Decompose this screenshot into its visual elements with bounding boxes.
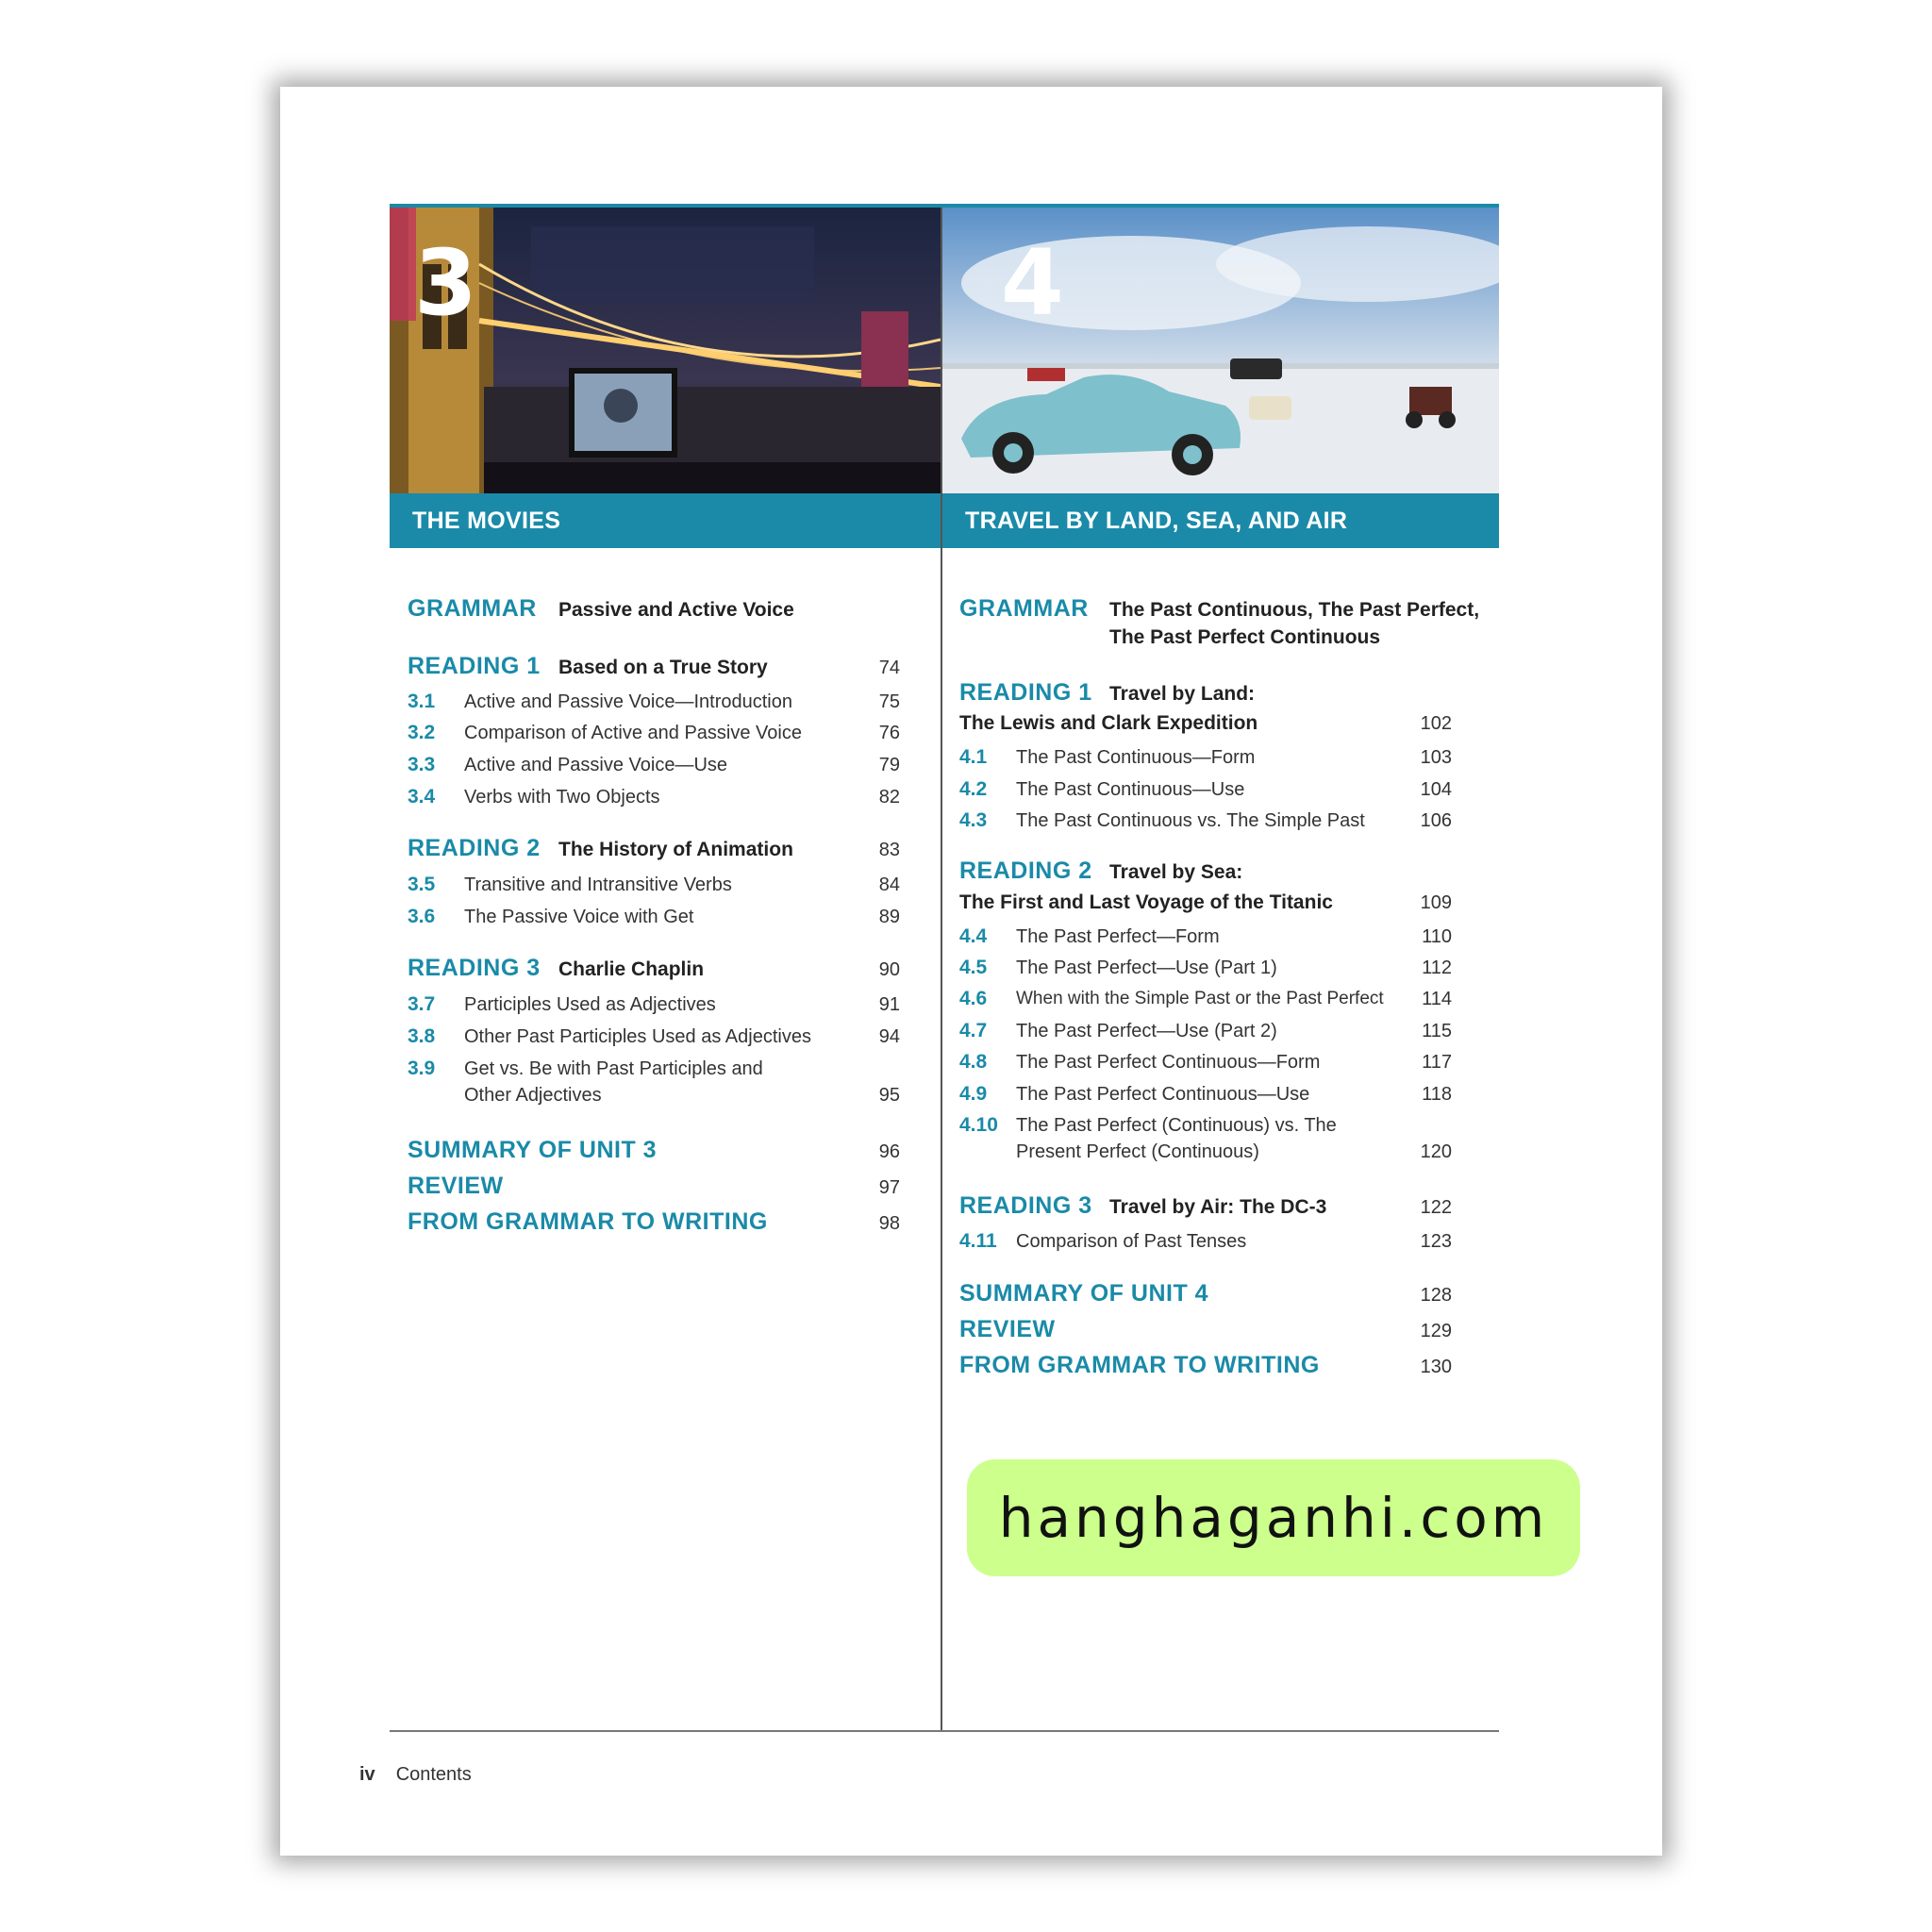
section-number: 3.9	[408, 1058, 436, 1079]
page-number: 103	[1420, 747, 1452, 768]
section-title-continued: Other Adjectives	[464, 1085, 602, 1106]
writing-label: FROM GRAMMAR TO WRITING	[408, 1208, 768, 1235]
section-title-continued: Present Perfect (Continuous)	[1016, 1141, 1259, 1162]
footer-label: Contents	[395, 1764, 472, 1785]
section-title: Comparison of Past Tenses	[1016, 1231, 1247, 1252]
section-title: The Past Perfect Continuous—Use	[1016, 1084, 1310, 1105]
page-number: 83	[878, 840, 900, 860]
section-number: 4.9	[959, 1083, 988, 1105]
page-number: 122	[1420, 1197, 1452, 1218]
section-number: 4.10	[959, 1114, 998, 1136]
writing-label: FROM GRAMMAR TO WRITING	[959, 1352, 1320, 1378]
page-number: 109	[1420, 892, 1452, 913]
page-number: 79	[878, 755, 900, 775]
section-title: The Past Perfect (Continuous) vs. The	[1016, 1115, 1337, 1136]
grammar-label: GRAMMAR	[408, 595, 537, 622]
watermark-badge: hanghaganhi.com	[967, 1459, 1580, 1576]
reading-title: The History of Animation	[558, 839, 793, 860]
grammar-title: Passive and Active Voice	[558, 599, 794, 621]
section-number: 3.6	[408, 906, 436, 927]
page-number: 97	[878, 1177, 900, 1198]
review-label: REVIEW	[408, 1173, 504, 1199]
section-title: The Past Continuous—Form	[1016, 747, 1256, 768]
section-title: Other Past Participles Used as Adjectives	[464, 1026, 811, 1047]
section-title: The Past Perfect—Use (Part 1)	[1016, 958, 1277, 978]
page-number: 123	[1420, 1231, 1452, 1252]
unit3-title: THE MOVIES	[390, 493, 942, 548]
reading-title: Travel by Land:	[1109, 683, 1256, 705]
section-title: The Passive Voice with Get	[464, 907, 694, 927]
page-number: 104	[1420, 779, 1452, 800]
page-number: 90	[878, 959, 900, 980]
reading-label: READING 2	[408, 835, 541, 861]
section-number: 3.5	[408, 874, 436, 895]
section-title: Comparison of Active and Passive Voice	[464, 723, 802, 743]
reading-label: READING 2	[959, 858, 1092, 884]
grammar-title-continued: The Past Perfect Continuous	[1109, 626, 1381, 648]
section-title: Participles Used as Adjectives	[464, 994, 716, 1015]
section-number: 3.1	[408, 691, 436, 712]
reading-title: Based on a True Story	[558, 657, 768, 678]
reading-label: READING 1	[408, 653, 541, 679]
page-number: 74	[878, 658, 900, 678]
section-number: 4.1	[959, 746, 988, 768]
section-number: 4.2	[959, 778, 988, 800]
unit4-title: TRAVEL BY LAND, SEA, AND AIR	[942, 493, 1499, 548]
column-divider	[941, 208, 942, 1731]
reading-label: READING 3	[959, 1192, 1092, 1219]
page-number: 82	[878, 787, 900, 808]
section-title: Verbs with Two Objects	[464, 787, 660, 808]
section-title: When with the Simple Past or the Past Perfect	[1016, 989, 1384, 1008]
page-number: 94	[878, 1026, 900, 1047]
page-number: 112	[1422, 958, 1452, 978]
page-number: 96	[878, 1141, 900, 1162]
section-title: The Past Continuous—Use	[1016, 779, 1245, 800]
section-title: Transitive and Intransitive Verbs	[464, 874, 732, 895]
review-label: REVIEW	[959, 1316, 1056, 1342]
page-number: 130	[1420, 1357, 1452, 1377]
page-number: 120	[1420, 1141, 1452, 1162]
section-number: 4.7	[959, 1020, 988, 1041]
page-number: 128	[1420, 1285, 1452, 1306]
section-number: 4.11	[959, 1230, 997, 1252]
reading-subtitle: The First and Last Voyage of the Titanic	[959, 891, 1333, 913]
page-number: 102	[1420, 713, 1452, 734]
reading-label: READING 3	[408, 955, 541, 981]
reading-subtitle: The Lewis and Clark Expedition	[959, 712, 1258, 734]
footer-page-number: iv	[359, 1764, 375, 1785]
unit3-photo	[390, 208, 941, 493]
reading-title: Travel by Sea:	[1109, 861, 1243, 883]
section-number: 3.3	[408, 754, 436, 775]
page-number: 75	[878, 691, 900, 712]
reading-title: Travel by Air: The DC-3	[1109, 1196, 1327, 1218]
page-number: 98	[878, 1213, 900, 1234]
unit4-number: 4	[1001, 230, 1064, 336]
page-number: 95	[878, 1085, 900, 1106]
section-number: 4.8	[959, 1051, 988, 1073]
section-title: The Past Continuous vs. The Simple Past	[1016, 810, 1365, 831]
section-number: 4.6	[959, 988, 988, 1009]
section-title: The Past Perfect—Form	[1016, 926, 1220, 947]
section-title: Active and Passive Voice—Introduction	[464, 691, 792, 712]
section-number: 4.4	[959, 925, 988, 947]
bottom-rule	[390, 1730, 1499, 1732]
section-number: 4.5	[959, 957, 988, 978]
section-title: The Past Perfect Continuous—Form	[1016, 1052, 1321, 1073]
section-number: 4.3	[959, 809, 988, 831]
page-number: 76	[878, 723, 900, 743]
summary-label: SUMMARY OF UNIT 4	[959, 1280, 1209, 1307]
section-number: 3.2	[408, 722, 436, 743]
page-number: 110	[1422, 926, 1452, 947]
page-footer	[359, 1764, 472, 1786]
page-number: 115	[1422, 1021, 1452, 1041]
page-number: 91	[878, 994, 900, 1015]
reading-label: READING 1	[959, 679, 1092, 706]
page-number: 106	[1420, 810, 1452, 831]
page-number: 117	[1422, 1052, 1452, 1073]
section-title: Get vs. Be with Past Participles and	[464, 1058, 763, 1079]
unit4-photo	[942, 208, 1499, 493]
page-number: 89	[878, 907, 900, 927]
reading-title: Charlie Chaplin	[558, 958, 705, 980]
summary-label: SUMMARY OF UNIT 3	[408, 1137, 658, 1163]
grammar-title: The Past Continuous, The Past Perfect,	[1109, 599, 1480, 621]
section-number: 3.7	[408, 993, 436, 1015]
section-number: 3.4	[408, 786, 436, 808]
page-number: 84	[878, 874, 900, 895]
section-number: 3.8	[408, 1025, 436, 1047]
section-title: Active and Passive Voice—Use	[464, 755, 728, 775]
unit3-number: 3	[414, 230, 477, 336]
grammar-label: GRAMMAR	[959, 595, 1089, 622]
page-number: 114	[1422, 989, 1452, 1009]
page-number: 129	[1420, 1321, 1452, 1341]
section-title: The Past Perfect—Use (Part 2)	[1016, 1021, 1277, 1041]
page-number: 118	[1422, 1084, 1452, 1105]
